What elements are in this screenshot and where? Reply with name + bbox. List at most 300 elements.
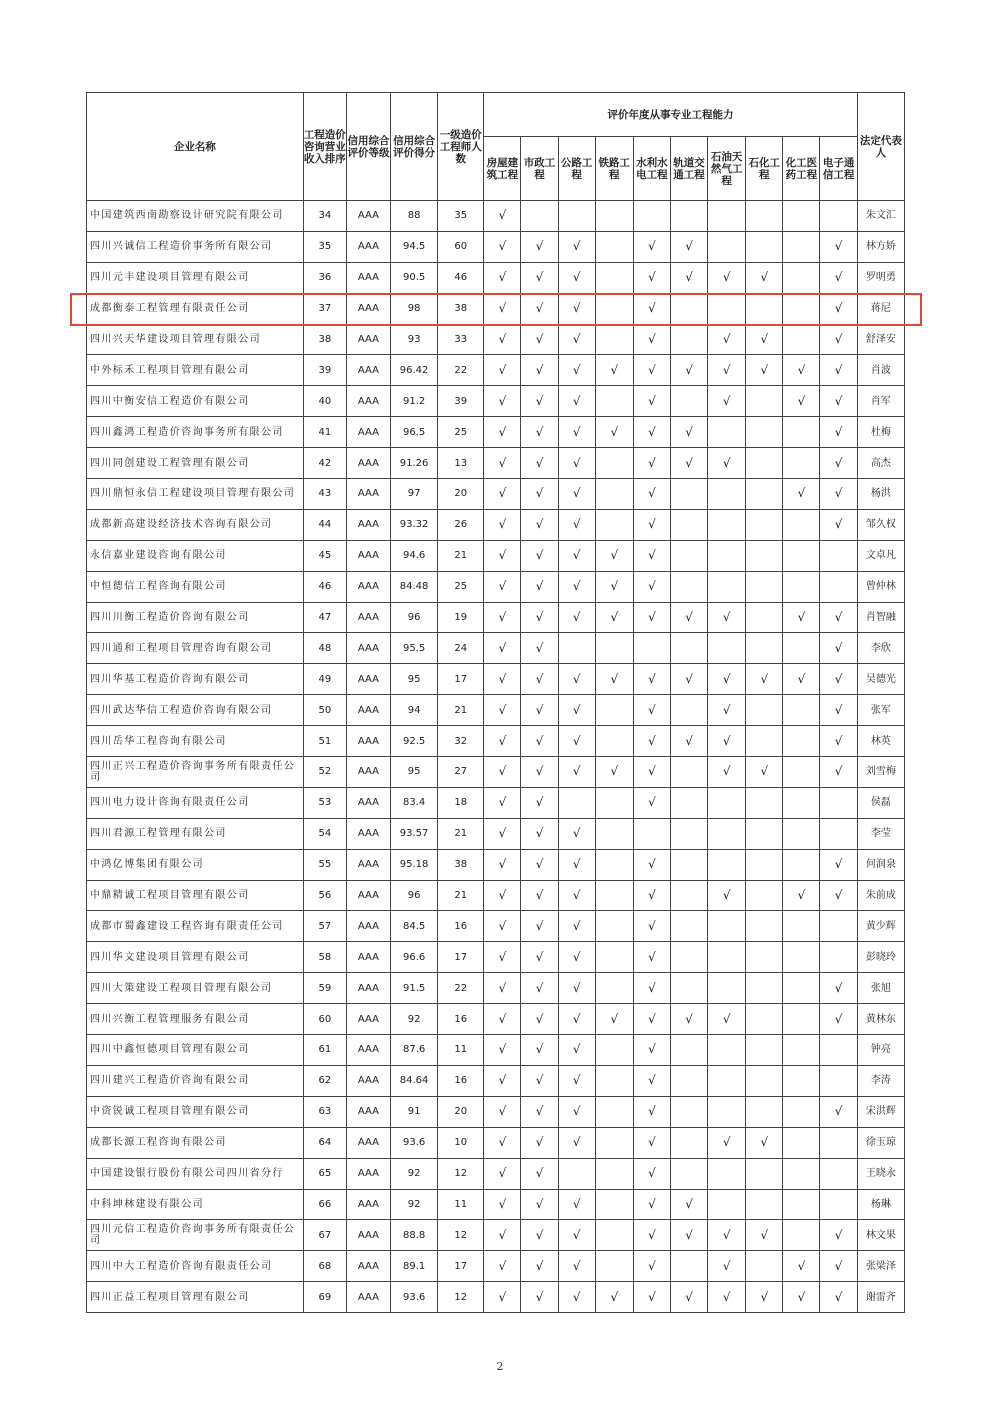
legal-rep-cell: 林文果 xyxy=(857,1220,904,1251)
rank-cell: 61 xyxy=(303,1035,346,1066)
check-mark: √ xyxy=(820,1220,857,1251)
check-mark: √ xyxy=(558,942,595,973)
empty-cell xyxy=(595,1251,633,1282)
check-mark: √ xyxy=(708,695,746,726)
check-mark: √ xyxy=(746,324,783,355)
table-row xyxy=(87,1065,905,1096)
check-mark: √ xyxy=(708,1282,746,1313)
engineers-cell: 16 xyxy=(438,911,484,942)
check-mark: √ xyxy=(484,540,521,571)
check-mark: √ xyxy=(783,355,820,386)
empty-cell xyxy=(708,633,746,664)
rank-cell: 68 xyxy=(303,1251,346,1282)
check-mark: √ xyxy=(820,1096,857,1127)
check-mark: √ xyxy=(558,1220,595,1251)
legal-rep-cell: 侯磊 xyxy=(857,787,904,818)
engineers-cell: 46 xyxy=(438,262,484,293)
empty-cell xyxy=(746,479,783,510)
credit-score-cell: 96 xyxy=(391,602,438,633)
credit-score-cell: 84.64 xyxy=(391,1065,438,1096)
legal-rep-cell: 李莹 xyxy=(857,818,904,849)
rank-cell: 45 xyxy=(303,540,346,571)
legal-rep-cell: 杜梅 xyxy=(857,417,904,448)
check-mark: √ xyxy=(558,262,595,293)
empty-cell xyxy=(708,417,746,448)
company-name: 成都长源工程咨询有限公司 xyxy=(87,1127,304,1158)
empty-cell xyxy=(708,509,746,540)
check-mark: √ xyxy=(484,695,521,726)
empty-cell xyxy=(708,540,746,571)
check-mark: √ xyxy=(820,509,857,540)
check-mark: √ xyxy=(633,1004,670,1035)
credit-score-cell: 91.26 xyxy=(391,448,438,479)
check-mark: √ xyxy=(521,1127,558,1158)
check-mark: √ xyxy=(633,942,670,973)
empty-cell xyxy=(708,849,746,880)
check-mark: √ xyxy=(783,479,820,510)
empty-cell xyxy=(521,201,558,232)
check-mark: √ xyxy=(708,386,746,417)
check-mark: √ xyxy=(670,417,707,448)
check-mark: √ xyxy=(484,448,521,479)
rank-cell: 53 xyxy=(303,787,346,818)
empty-cell xyxy=(746,1158,783,1189)
empty-cell xyxy=(708,1189,746,1220)
check-mark: √ xyxy=(558,726,595,757)
credit-score-cell: 96.6 xyxy=(391,942,438,973)
check-mark: √ xyxy=(633,479,670,510)
credit-level-cell: AAA xyxy=(346,787,390,818)
engineers-cell: 17 xyxy=(438,1251,484,1282)
empty-cell xyxy=(783,757,820,788)
credit-level-cell: AAA xyxy=(346,911,390,942)
check-mark: √ xyxy=(484,787,521,818)
credit-score-cell: 95 xyxy=(391,757,438,788)
check-mark: √ xyxy=(746,1127,783,1158)
check-mark: √ xyxy=(484,386,521,417)
company-name: 四川正兴工程造价咨询事务所有限责任公司 xyxy=(87,757,304,788)
header-field: 电子通信工程 xyxy=(820,137,857,201)
credit-score-cell: 92 xyxy=(391,1004,438,1035)
table-row xyxy=(87,509,905,540)
empty-cell xyxy=(783,571,820,602)
check-mark: √ xyxy=(746,1220,783,1251)
engineers-cell: 17 xyxy=(438,942,484,973)
empty-cell xyxy=(783,417,820,448)
check-mark: √ xyxy=(521,1158,558,1189)
check-mark: √ xyxy=(484,1127,521,1158)
check-mark: √ xyxy=(633,911,670,942)
check-mark: √ xyxy=(670,726,707,757)
credit-level-cell: AAA xyxy=(346,1065,390,1096)
rank-cell: 43 xyxy=(303,479,346,510)
empty-cell xyxy=(670,757,707,788)
company-name: 四川正益工程项目管理有限公司 xyxy=(87,1282,304,1313)
credit-score-cell: 91 xyxy=(391,1096,438,1127)
check-mark: √ xyxy=(820,262,857,293)
engineers-cell: 16 xyxy=(438,1065,484,1096)
check-mark: √ xyxy=(633,262,670,293)
legal-rep-cell: 林英 xyxy=(857,726,904,757)
table-row xyxy=(87,1220,905,1251)
empty-cell xyxy=(746,787,783,818)
company-name: 四川元丰建设项目管理有限公司 xyxy=(87,262,304,293)
credit-level-cell: AAA xyxy=(346,1035,390,1066)
check-mark: √ xyxy=(595,355,633,386)
engineers-cell: 12 xyxy=(438,1220,484,1251)
check-mark: √ xyxy=(595,571,633,602)
table-row xyxy=(87,1096,905,1127)
check-mark: √ xyxy=(484,1096,521,1127)
empty-cell xyxy=(820,540,857,571)
legal-rep-cell: 李涛 xyxy=(857,1065,904,1096)
legal-rep-cell: 黄少辉 xyxy=(857,911,904,942)
check-mark: √ xyxy=(820,973,857,1004)
rank-cell: 62 xyxy=(303,1065,346,1096)
check-mark: √ xyxy=(820,726,857,757)
check-mark: √ xyxy=(521,757,558,788)
check-mark: √ xyxy=(558,1035,595,1066)
check-mark: √ xyxy=(558,417,595,448)
credit-level-cell: AAA xyxy=(346,1189,390,1220)
empty-cell xyxy=(595,448,633,479)
check-mark: √ xyxy=(708,1127,746,1158)
empty-cell xyxy=(670,324,707,355)
check-mark: √ xyxy=(670,1189,707,1220)
check-mark: √ xyxy=(484,633,521,664)
empty-cell xyxy=(783,726,820,757)
empty-cell xyxy=(783,293,820,324)
legal-rep-cell: 林方娇 xyxy=(857,231,904,262)
check-mark: √ xyxy=(820,417,857,448)
check-mark: √ xyxy=(633,1189,670,1220)
company-name: 四川兴衡工程管理服务有限公司 xyxy=(87,1004,304,1035)
empty-cell xyxy=(708,1035,746,1066)
legal-rep-cell: 吴德光 xyxy=(857,664,904,695)
credit-level-cell: AAA xyxy=(346,757,390,788)
empty-cell xyxy=(670,1127,707,1158)
check-mark: √ xyxy=(558,757,595,788)
empty-cell xyxy=(783,695,820,726)
empty-cell xyxy=(595,1158,633,1189)
check-mark: √ xyxy=(558,1096,595,1127)
header-field: 石油天然气工程 xyxy=(708,137,746,201)
check-mark: √ xyxy=(484,602,521,633)
empty-cell xyxy=(670,509,707,540)
check-mark: √ xyxy=(521,911,558,942)
check-mark: √ xyxy=(558,818,595,849)
legal-rep-cell: 王晓永 xyxy=(857,1158,904,1189)
credit-score-cell: 97 xyxy=(391,479,438,510)
empty-cell xyxy=(746,602,783,633)
check-mark: √ xyxy=(633,540,670,571)
check-mark: √ xyxy=(708,726,746,757)
credit-score-cell: 93.6 xyxy=(391,1127,438,1158)
company-name: 成都市蜀鑫建设工程咨询有限责任公司 xyxy=(87,911,304,942)
check-mark: √ xyxy=(558,386,595,417)
check-mark: √ xyxy=(633,324,670,355)
check-mark: √ xyxy=(484,201,521,232)
empty-cell xyxy=(595,1189,633,1220)
empty-cell xyxy=(670,911,707,942)
check-mark: √ xyxy=(558,695,595,726)
check-mark: √ xyxy=(633,231,670,262)
rank-cell: 37 xyxy=(303,293,346,324)
check-mark: √ xyxy=(820,293,857,324)
check-mark: √ xyxy=(783,880,820,911)
empty-cell xyxy=(783,911,820,942)
check-mark: √ xyxy=(633,1127,670,1158)
credit-score-cell: 94 xyxy=(391,695,438,726)
empty-cell xyxy=(670,386,707,417)
legal-rep-cell: 彭晓玲 xyxy=(857,942,904,973)
check-mark: √ xyxy=(820,695,857,726)
check-mark: √ xyxy=(558,880,595,911)
check-mark: √ xyxy=(670,355,707,386)
check-mark: √ xyxy=(670,448,707,479)
check-mark: √ xyxy=(484,479,521,510)
check-mark: √ xyxy=(746,664,783,695)
check-mark: √ xyxy=(484,1065,521,1096)
empty-cell xyxy=(558,633,595,664)
check-mark: √ xyxy=(484,1251,521,1282)
credit-level-cell: AAA xyxy=(346,880,390,911)
empty-cell xyxy=(783,1065,820,1096)
empty-cell xyxy=(746,448,783,479)
header-rank: 工程造价咨询营业收入排序 xyxy=(303,93,346,201)
check-mark: √ xyxy=(670,1004,707,1035)
credit-score-cell: 93.32 xyxy=(391,509,438,540)
empty-cell xyxy=(783,1158,820,1189)
credit-level-cell: AAA xyxy=(346,417,390,448)
credit-score-cell: 93 xyxy=(391,324,438,355)
engineers-cell: 39 xyxy=(438,386,484,417)
empty-cell xyxy=(783,1035,820,1066)
check-mark: √ xyxy=(484,911,521,942)
header-company: 企业名称 xyxy=(87,93,304,201)
check-mark: √ xyxy=(521,664,558,695)
check-mark: √ xyxy=(558,1189,595,1220)
check-mark: √ xyxy=(521,571,558,602)
table-row xyxy=(87,942,905,973)
page-number: 2 xyxy=(496,1360,504,1373)
rank-cell: 50 xyxy=(303,695,346,726)
check-mark: √ xyxy=(521,417,558,448)
check-mark: √ xyxy=(820,479,857,510)
credit-level-cell: AAA xyxy=(346,818,390,849)
check-mark: √ xyxy=(521,479,558,510)
check-mark: √ xyxy=(633,849,670,880)
check-mark: √ xyxy=(708,448,746,479)
check-mark: √ xyxy=(484,1189,521,1220)
table-row xyxy=(87,386,905,417)
empty-cell xyxy=(670,818,707,849)
legal-rep-cell: 舒泽安 xyxy=(857,324,904,355)
credit-score-cell: 96.5 xyxy=(391,417,438,448)
empty-cell xyxy=(820,1189,857,1220)
check-mark: √ xyxy=(484,509,521,540)
check-mark: √ xyxy=(633,726,670,757)
check-mark: √ xyxy=(820,1282,857,1313)
check-mark: √ xyxy=(521,386,558,417)
credit-level-cell: AAA xyxy=(346,355,390,386)
empty-cell xyxy=(708,973,746,1004)
check-mark: √ xyxy=(670,262,707,293)
empty-cell xyxy=(670,201,707,232)
empty-cell xyxy=(670,973,707,1004)
header-field: 房屋建筑工程 xyxy=(484,137,521,201)
empty-cell xyxy=(595,1127,633,1158)
check-mark: √ xyxy=(484,1220,521,1251)
empty-cell xyxy=(746,571,783,602)
credit-score-cell: 87.6 xyxy=(391,1035,438,1066)
table-row xyxy=(87,355,905,386)
check-mark: √ xyxy=(783,1251,820,1282)
check-mark: √ xyxy=(820,633,857,664)
empty-cell xyxy=(670,293,707,324)
table-row xyxy=(87,1004,905,1035)
credit-score-cell: 90.5 xyxy=(391,262,438,293)
legal-rep-cell: 朱前成 xyxy=(857,880,904,911)
header-field: 石化工程 xyxy=(746,137,783,201)
legal-rep-cell: 张旭 xyxy=(857,973,904,1004)
check-mark: √ xyxy=(484,417,521,448)
empty-cell xyxy=(746,1189,783,1220)
engineers-cell: 11 xyxy=(438,1035,484,1066)
check-mark: √ xyxy=(558,293,595,324)
company-name: 四川兴诚信工程造价事务所有限公司 xyxy=(87,231,304,262)
table-row xyxy=(87,1189,905,1220)
credit-level-cell: AAA xyxy=(346,386,390,417)
check-mark: √ xyxy=(595,417,633,448)
engineers-cell: 60 xyxy=(438,231,484,262)
check-mark: √ xyxy=(708,1004,746,1035)
company-name: 四川中鑫恒德项目管理有限公司 xyxy=(87,1035,304,1066)
check-mark: √ xyxy=(484,355,521,386)
empty-cell xyxy=(633,201,670,232)
rank-cell: 54 xyxy=(303,818,346,849)
check-mark: √ xyxy=(820,1251,857,1282)
company-name: 四川大策建设工程项目管理有限公司 xyxy=(87,973,304,1004)
table-row xyxy=(87,787,905,818)
empty-cell xyxy=(746,293,783,324)
table-row xyxy=(87,262,905,293)
check-mark: √ xyxy=(783,602,820,633)
check-mark: √ xyxy=(708,324,746,355)
credit-level-cell: AAA xyxy=(346,1158,390,1189)
rank-cell: 35 xyxy=(303,231,346,262)
check-mark: √ xyxy=(558,1004,595,1035)
table-row xyxy=(87,602,905,633)
credit-score-cell: 88 xyxy=(391,201,438,232)
check-mark: √ xyxy=(633,1282,670,1313)
empty-cell xyxy=(633,818,670,849)
check-mark: √ xyxy=(820,757,857,788)
credit-score-cell: 96 xyxy=(391,880,438,911)
empty-cell xyxy=(595,479,633,510)
empty-cell xyxy=(670,880,707,911)
company-name: 四川华文建设项目管理有限公司 xyxy=(87,942,304,973)
check-mark: √ xyxy=(484,1004,521,1035)
check-mark: √ xyxy=(633,787,670,818)
rank-cell: 55 xyxy=(303,849,346,880)
legal-rep-cell: 高杰 xyxy=(857,448,904,479)
empty-cell xyxy=(670,1158,707,1189)
table-row xyxy=(87,849,905,880)
engineers-cell: 21 xyxy=(438,540,484,571)
table-row xyxy=(87,1127,905,1158)
empty-cell xyxy=(595,1096,633,1127)
credit-level-cell: AAA xyxy=(346,293,390,324)
credit-score-cell: 94.6 xyxy=(391,540,438,571)
legal-rep-cell: 邹久权 xyxy=(857,509,904,540)
empty-cell xyxy=(595,231,633,262)
engineers-cell: 38 xyxy=(438,293,484,324)
check-mark: √ xyxy=(558,849,595,880)
credit-level-cell: AAA xyxy=(346,324,390,355)
check-mark: √ xyxy=(633,757,670,788)
company-name: 四川岳华工程咨询有限公司 xyxy=(87,726,304,757)
check-mark: √ xyxy=(708,602,746,633)
engineers-cell: 21 xyxy=(438,695,484,726)
check-mark: √ xyxy=(595,540,633,571)
check-mark: √ xyxy=(783,664,820,695)
legal-rep-cell: 黄林东 xyxy=(857,1004,904,1035)
empty-cell xyxy=(783,540,820,571)
company-name: 四川鑫鸿工程造价咨询事务所有限公司 xyxy=(87,417,304,448)
check-mark: √ xyxy=(521,509,558,540)
company-name: 中鼎精诚工程项目管理有限公司 xyxy=(87,880,304,911)
check-mark: √ xyxy=(670,1220,707,1251)
check-mark: √ xyxy=(633,293,670,324)
check-mark: √ xyxy=(521,231,558,262)
rank-cell: 59 xyxy=(303,973,346,1004)
check-mark: √ xyxy=(670,602,707,633)
check-mark: √ xyxy=(521,1004,558,1035)
legal-rep-cell: 文卓凡 xyxy=(857,540,904,571)
empty-cell xyxy=(783,509,820,540)
empty-cell xyxy=(746,540,783,571)
engineers-cell: 12 xyxy=(438,1282,484,1313)
empty-cell xyxy=(670,1065,707,1096)
company-name: 四川通和工程项目管理咨询有限公司 xyxy=(87,633,304,664)
credit-level-cell: AAA xyxy=(346,1004,390,1035)
empty-cell xyxy=(783,201,820,232)
credit-score-cell: 95.18 xyxy=(391,849,438,880)
check-mark: √ xyxy=(484,942,521,973)
credit-score-cell: 91.2 xyxy=(391,386,438,417)
legal-rep-cell: 杨琳 xyxy=(857,1189,904,1220)
company-name: 四川兴天华建设项目管理有限公司 xyxy=(87,324,304,355)
table-row xyxy=(87,818,905,849)
check-mark: √ xyxy=(521,355,558,386)
check-mark: √ xyxy=(484,818,521,849)
empty-cell xyxy=(595,942,633,973)
table-row xyxy=(87,571,905,602)
check-mark: √ xyxy=(521,1251,558,1282)
table-row xyxy=(87,1282,905,1313)
table-row xyxy=(87,1158,905,1189)
empty-cell xyxy=(820,787,857,818)
empty-cell xyxy=(746,201,783,232)
empty-cell xyxy=(708,293,746,324)
empty-cell xyxy=(558,787,595,818)
check-mark: √ xyxy=(558,973,595,1004)
credit-score-cell: 98 xyxy=(391,293,438,324)
check-mark: √ xyxy=(484,262,521,293)
credit-level-cell: AAA xyxy=(346,633,390,664)
check-mark: √ xyxy=(633,664,670,695)
